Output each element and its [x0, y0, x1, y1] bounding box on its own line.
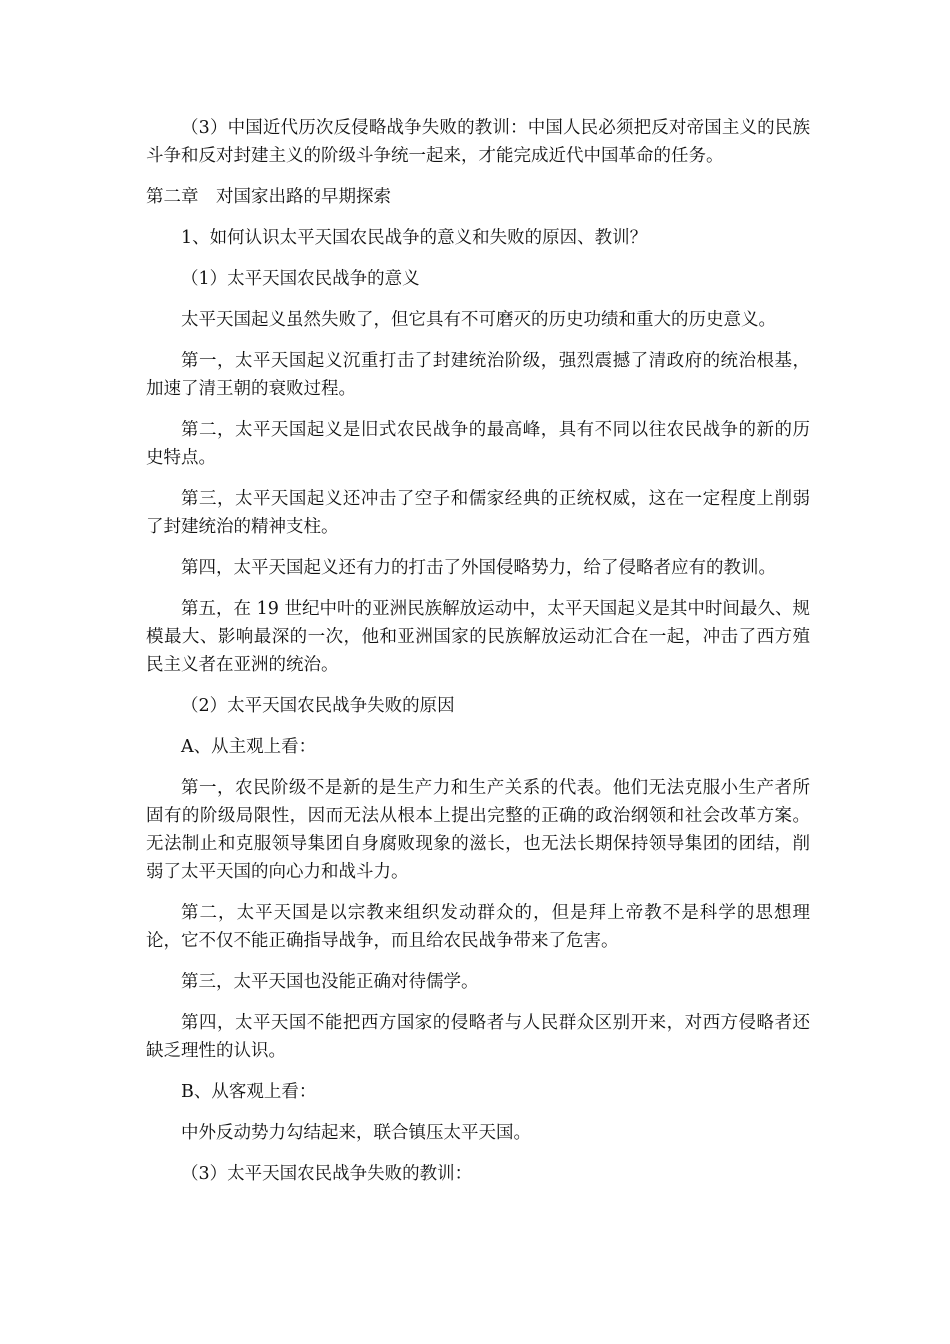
paragraph-cause-1: 第一，农民阶级不是新的是生产力和生产关系的代表。他们无法克服小生产者所固有的阶级局限性，因而无法从根本上提出完整的正确的政治纲领和社会改革方案。无法制止和克服领导集团自身腐败现象的滋长，也无法长期保持领导集团的团结，削弱了太平天国的向心力和战斗力。 [146, 778, 810, 882]
paragraph-cause-2: 第二，太平天国是以宗教来组织发动群众的，但是拜上帝教不是科学的思想理论，它不仅不能正确指导战争，而且给农民战争带来了危害。 [146, 903, 810, 951]
paragraph-cause-3: 第三，太平天国也没能正确对待儒学。 [181, 972, 479, 992]
paragraph-significance-intro: 太平天国起义虽然失败了，但它具有不可磨灭的历史功绩和重大的历史意义。 [181, 310, 776, 330]
paragraph-significance-1: 第一，太平天国起义沉重打击了封建统治阶级，强烈震撼了清政府的统治根基，加速了清王朝的衰败过程。 [146, 351, 810, 399]
section-heading-lessons: （3）太平天国农民战争失败的教训： [181, 1164, 473, 1184]
section-heading-causes: （2）太平天国农民战争失败的原因 [181, 696, 455, 716]
subheading-subjective: A、从主观上看： [181, 737, 317, 757]
paragraph-significance-3: 第三，太平天国起义还冲击了空子和儒家经典的正统权威，这在一定程度上削弱了封建统治的精神支柱。 [146, 489, 810, 537]
paragraph-cause-4: 第四，太平天国不能把西方国家的侵略者与人民群众区别开来，对西方侵略者还缺乏理性的认识。 [146, 1013, 810, 1061]
section-heading-significance: （1）太平天国农民战争的意义 [181, 269, 420, 289]
subheading-objective: B、从客观上看： [181, 1082, 317, 1102]
document-body [146, 114, 810, 1201]
paragraph-objective-cause: 中外反动势力勾结起来，联合镇压太平天国。 [181, 1123, 531, 1143]
paragraph-lesson-anti-aggression: （3）中国近代历次反侵略战争失败的教训：中国人民必须把反对帝国主义的民族斗争和反对封建主义的阶级斗争统一起来，才能完成近代中国革命的任务。 [146, 118, 810, 166]
paragraph-significance-4: 第四，太平天国起义还有力的打击了外国侵略势力，给了侵略者应有的教训。 [181, 558, 776, 578]
paragraph-significance-2: 第二，太平天国起义是旧式农民战争的最高峰，具有不同以往农民战争的新的历史特点。 [146, 420, 810, 468]
chapter-heading: 第二章 对国家出路的早期探索 [146, 187, 391, 207]
question-heading: 1、如何认识太平天国农民战争的意义和失败的原因、教训？ [181, 228, 648, 248]
paragraph-significance-5: 第五，在 19 世纪中叶的亚洲民族解放运动中，太平天国起义是其中时间最久、规模最大、影响最深的一次，他和亚洲国家的民族解放运动汇合在一起，冲击了西方殖民主义者在亚洲的统治。 [146, 599, 810, 675]
